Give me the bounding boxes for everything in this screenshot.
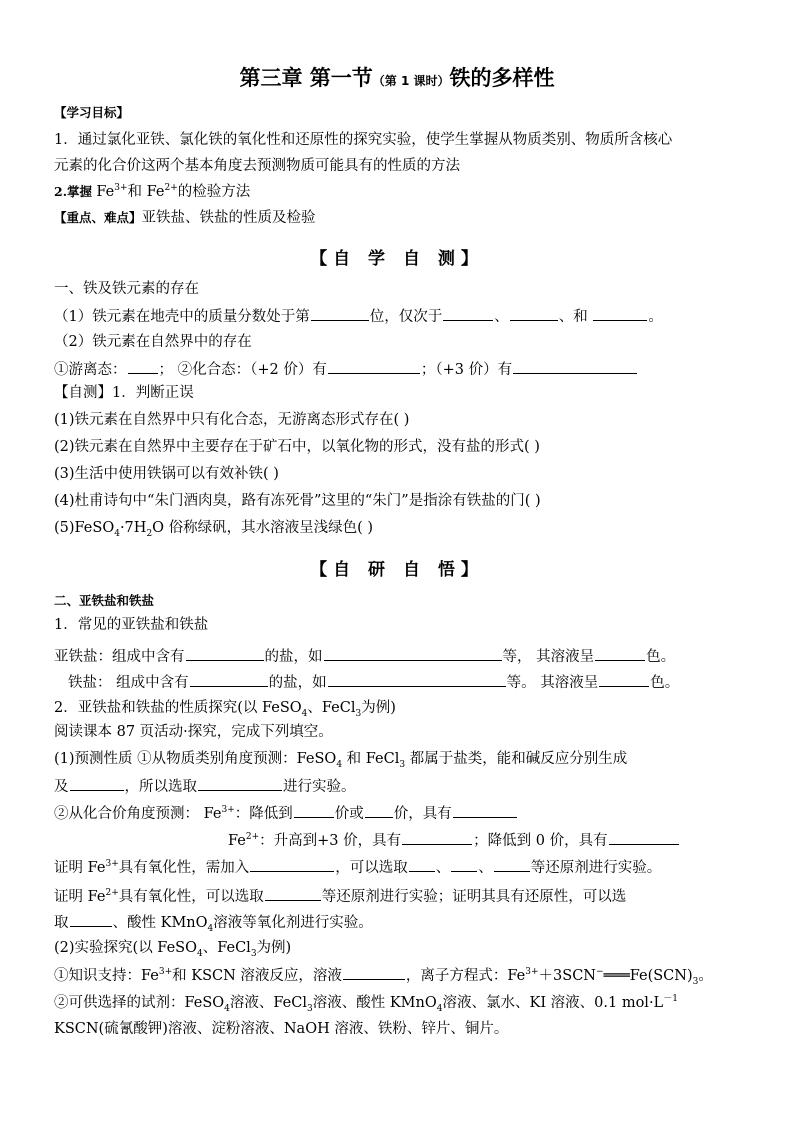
- text: 4: [196, 948, 203, 959]
- text: 价或: [334, 806, 364, 822]
- text: 4: [336, 759, 343, 770]
- answer-blank[interactable]: [595, 646, 645, 661]
- text: 溶液、氯水、KI 溶液、0.1 mol·L: [442, 995, 664, 1011]
- answer-blank[interactable]: [324, 646, 502, 661]
- text: 3+: [114, 183, 128, 194]
- text: ·7H: [119, 520, 147, 536]
- fill-line: [54, 776, 356, 797]
- text: 4: [207, 923, 214, 934]
- text: 为例): [361, 700, 396, 716]
- text: 的盐，如: [264, 649, 323, 665]
- text: 3: [250, 948, 257, 959]
- text: 4: [224, 1003, 230, 1014]
- answer-blank[interactable]: [70, 776, 124, 791]
- text: (5)FeSO: [54, 520, 115, 536]
- section-heading: 二、亚铁盐和铁盐: [54, 593, 155, 608]
- text: 亚铁盐：组成中含有: [54, 649, 185, 665]
- text: 色。: [646, 649, 676, 665]
- text: 、酸性 KMnO: [112, 915, 208, 931]
- text: 进行实验。: [283, 779, 356, 795]
- text: 等还原剂进行实验；证明其具有还原性，可以选: [321, 889, 627, 905]
- text: ：升高到+3 价，具有: [259, 833, 402, 849]
- fill-line: [54, 912, 373, 933]
- fill-line: [54, 857, 661, 878]
- text: 、和: [558, 309, 593, 325]
- answer-blank[interactable]: [328, 359, 420, 374]
- answer-blank[interactable]: [265, 886, 321, 901]
- text: 位，仅次于: [369, 309, 443, 325]
- text: −: [596, 967, 604, 978]
- text: 证明 Fe: [54, 860, 106, 876]
- text: 溶液、酸性 KMnO: [312, 995, 437, 1011]
- judge-item: (3)生活中使用铁锅可以有效补铁( ): [54, 466, 279, 482]
- page-title: [0, 62, 794, 92]
- answer-blank[interactable]: [190, 672, 268, 687]
- text: 、: [478, 860, 493, 876]
- text: （1）铁元素在地壳中的质量分数处于第: [54, 309, 310, 325]
- answer-blank[interactable]: [365, 803, 393, 818]
- subsection-heading: 1．常见的亚铁盐和铁盐: [54, 617, 209, 633]
- fill-line: [54, 749, 627, 769]
- title-part: 铁的多样性: [449, 66, 555, 90]
- answer-blank[interactable]: [599, 672, 649, 687]
- text: 及: [54, 779, 69, 795]
- answer-blank[interactable]: [593, 306, 647, 321]
- text: 等。 其溶液呈: [506, 675, 599, 691]
- text: 、FeCl: [202, 940, 251, 956]
- text: 、FeCl: [307, 700, 356, 716]
- question-line: [54, 359, 638, 380]
- text: 。: [698, 968, 713, 984]
- fill-line: [54, 646, 675, 667]
- fill-line: [54, 965, 713, 986]
- section-title: 【自 学 自 测】: [310, 249, 484, 269]
- answer-blank[interactable]: [609, 830, 679, 845]
- text: ；降低到 0 价，具有: [473, 833, 608, 849]
- text: 的盐，如: [268, 675, 327, 691]
- text: 铁盐： 组成中含有: [68, 675, 189, 691]
- text: 和 KSCN 溶液反应，溶液: [172, 968, 342, 984]
- text: －1: [663, 994, 678, 1005]
- judge-item: [54, 518, 373, 538]
- subsection-heading: [54, 698, 396, 718]
- objective-line: 元素的化合价这两个基本角度去预测物质可能具有的性质的方法: [54, 158, 460, 174]
- objective-line: [54, 182, 250, 202]
- text: ，离子方程式：Fe: [405, 968, 526, 984]
- question-line: [54, 306, 663, 327]
- text: ；（+3 价）有: [420, 362, 513, 378]
- text: O 俗称绿矾，其水溶液呈浅绿色( ): [152, 520, 374, 536]
- text: 3+: [158, 967, 173, 978]
- text: 2.掌握: [54, 184, 97, 199]
- fill-line: [68, 672, 679, 693]
- text: 具有氧化性，可以选取: [118, 889, 264, 905]
- text: ＋3SCN: [538, 968, 596, 984]
- text: 2+: [245, 832, 260, 843]
- answer-blank[interactable]: [443, 306, 493, 321]
- text: 证明 Fe: [54, 889, 106, 905]
- text: 价，具有: [393, 806, 452, 822]
- answer-blank[interactable]: [451, 857, 477, 872]
- text: Fe: [96, 184, 115, 200]
- answer-blank[interactable]: [294, 803, 334, 818]
- title-subtitle: （第 1 课时）: [372, 74, 450, 88]
- text: 等， 其溶液呈: [502, 649, 595, 665]
- text: 都属于盐类，能和碱反应分别生成: [405, 751, 628, 767]
- answer-blank[interactable]: [198, 776, 282, 791]
- text: 。: [648, 309, 663, 325]
- text: 2+: [164, 183, 178, 194]
- text: 4: [301, 708, 308, 719]
- answer-blank[interactable]: [186, 646, 264, 661]
- answer-blank[interactable]: [128, 359, 158, 374]
- text: 和 FeCl: [342, 751, 400, 767]
- text: 的检验方法: [177, 184, 251, 200]
- self-test-label: 【自测】1．判断正误: [54, 385, 194, 401]
- objective-line: 1．通过氯化亚铁、氯化铁的氧化性和还原性的探究实验，使学生掌握从物质类别、物质所含核心: [54, 132, 673, 148]
- text: 2．亚铁盐和铁盐的性质探究(以 FeSO: [54, 700, 302, 716]
- text: ：降低到: [234, 806, 293, 822]
- answer-blank[interactable]: [513, 359, 637, 374]
- answer-blank[interactable]: [409, 857, 435, 872]
- text: ═══Fe(SCN): [603, 968, 693, 984]
- text: 3+: [221, 805, 235, 816]
- section-heading: 一、铁及铁元素的存在: [54, 281, 199, 297]
- question-line: （2）铁元素在自然界中的存在: [54, 334, 252, 350]
- text: 溶液、FeCl: [229, 995, 307, 1011]
- text: 具有氧化性，需加入: [118, 860, 250, 876]
- text: 4: [114, 528, 120, 539]
- text: 和 Fe: [127, 184, 165, 200]
- text: 3: [355, 708, 362, 719]
- text: 4: [436, 1003, 443, 1014]
- text: ①游离态：: [54, 362, 127, 378]
- text: (2)实验探究(以 FeSO: [54, 940, 197, 956]
- text: 溶液等氧化剂进行实验。: [213, 915, 373, 931]
- text: 3: [692, 976, 699, 987]
- fill-line: [54, 803, 518, 824]
- text: 3: [307, 1003, 313, 1014]
- section-title: 【自 研 自 悟】: [310, 560, 484, 580]
- answer-blank[interactable]: [250, 857, 334, 872]
- answer-blank[interactable]: [453, 803, 517, 818]
- text: 为例): [256, 940, 292, 956]
- text: Fe: [228, 833, 246, 849]
- answer-blank[interactable]: [402, 830, 472, 845]
- text: 3: [399, 759, 406, 770]
- answer-blank[interactable]: [510, 306, 558, 321]
- text: 3+: [525, 967, 539, 978]
- text: 2+: [105, 888, 119, 899]
- text: ； ②化合态：（+2 价）有: [158, 362, 327, 378]
- instruction: 阅读课本 87 页活动·探究，完成下列填空。: [54, 724, 333, 740]
- answer-blank[interactable]: [343, 965, 405, 980]
- title-part: 第三章 第一节: [239, 66, 373, 90]
- judge-item: (4)杜甫诗句中“朱门酒肉臭，路有冻死骨”这里的“朱门”是指涂有铁盐的门( ): [54, 493, 541, 509]
- fill-line: [228, 830, 680, 851]
- reagent-line: [54, 993, 678, 1013]
- text: ，可以选取: [335, 860, 408, 876]
- text: (1)预测性质 ①从物质类别角度预测：FeSO: [54, 751, 337, 767]
- answer-blank[interactable]: [311, 306, 369, 321]
- text: 等还原剂进行实验。: [530, 860, 662, 876]
- key-points: [54, 208, 316, 228]
- text: 、: [494, 309, 509, 325]
- text: ①知识支持：Fe: [54, 968, 159, 984]
- text: 取: [54, 915, 69, 931]
- text: 色。: [650, 675, 680, 691]
- reagent-line: KSCN(硫氰酸钾)溶液、淀粉溶液、NaOH 溶液、铁粉、锌片、铜片。: [54, 1021, 509, 1037]
- objectives-label: 【学习目标】: [54, 105, 130, 120]
- answer-blank[interactable]: [328, 672, 506, 687]
- text: 2: [146, 528, 153, 539]
- text: 、: [435, 860, 451, 876]
- text: 3+: [105, 859, 119, 870]
- answer-blank[interactable]: [70, 912, 112, 927]
- text: ②可供选择的试剂：FeSO: [54, 995, 225, 1011]
- answer-blank[interactable]: [494, 857, 530, 872]
- subsection-heading: [54, 938, 291, 958]
- fill-line: [54, 886, 626, 907]
- judge-item: (2)铁元素在自然界中主要存在于矿石中，以氧化物的形式，没有盐的形式( ): [54, 439, 540, 455]
- text: ②从化合价角度预测： Fe: [54, 806, 222, 822]
- text: ，所以选取: [124, 779, 197, 795]
- judge-item: (1)铁元素在自然界中只有化合态，无游离态形式存在( ): [54, 412, 410, 428]
- key-text: 亚铁盐、铁盐的性质及检验: [141, 210, 316, 226]
- key-label: 【重点、难点】: [54, 210, 142, 225]
